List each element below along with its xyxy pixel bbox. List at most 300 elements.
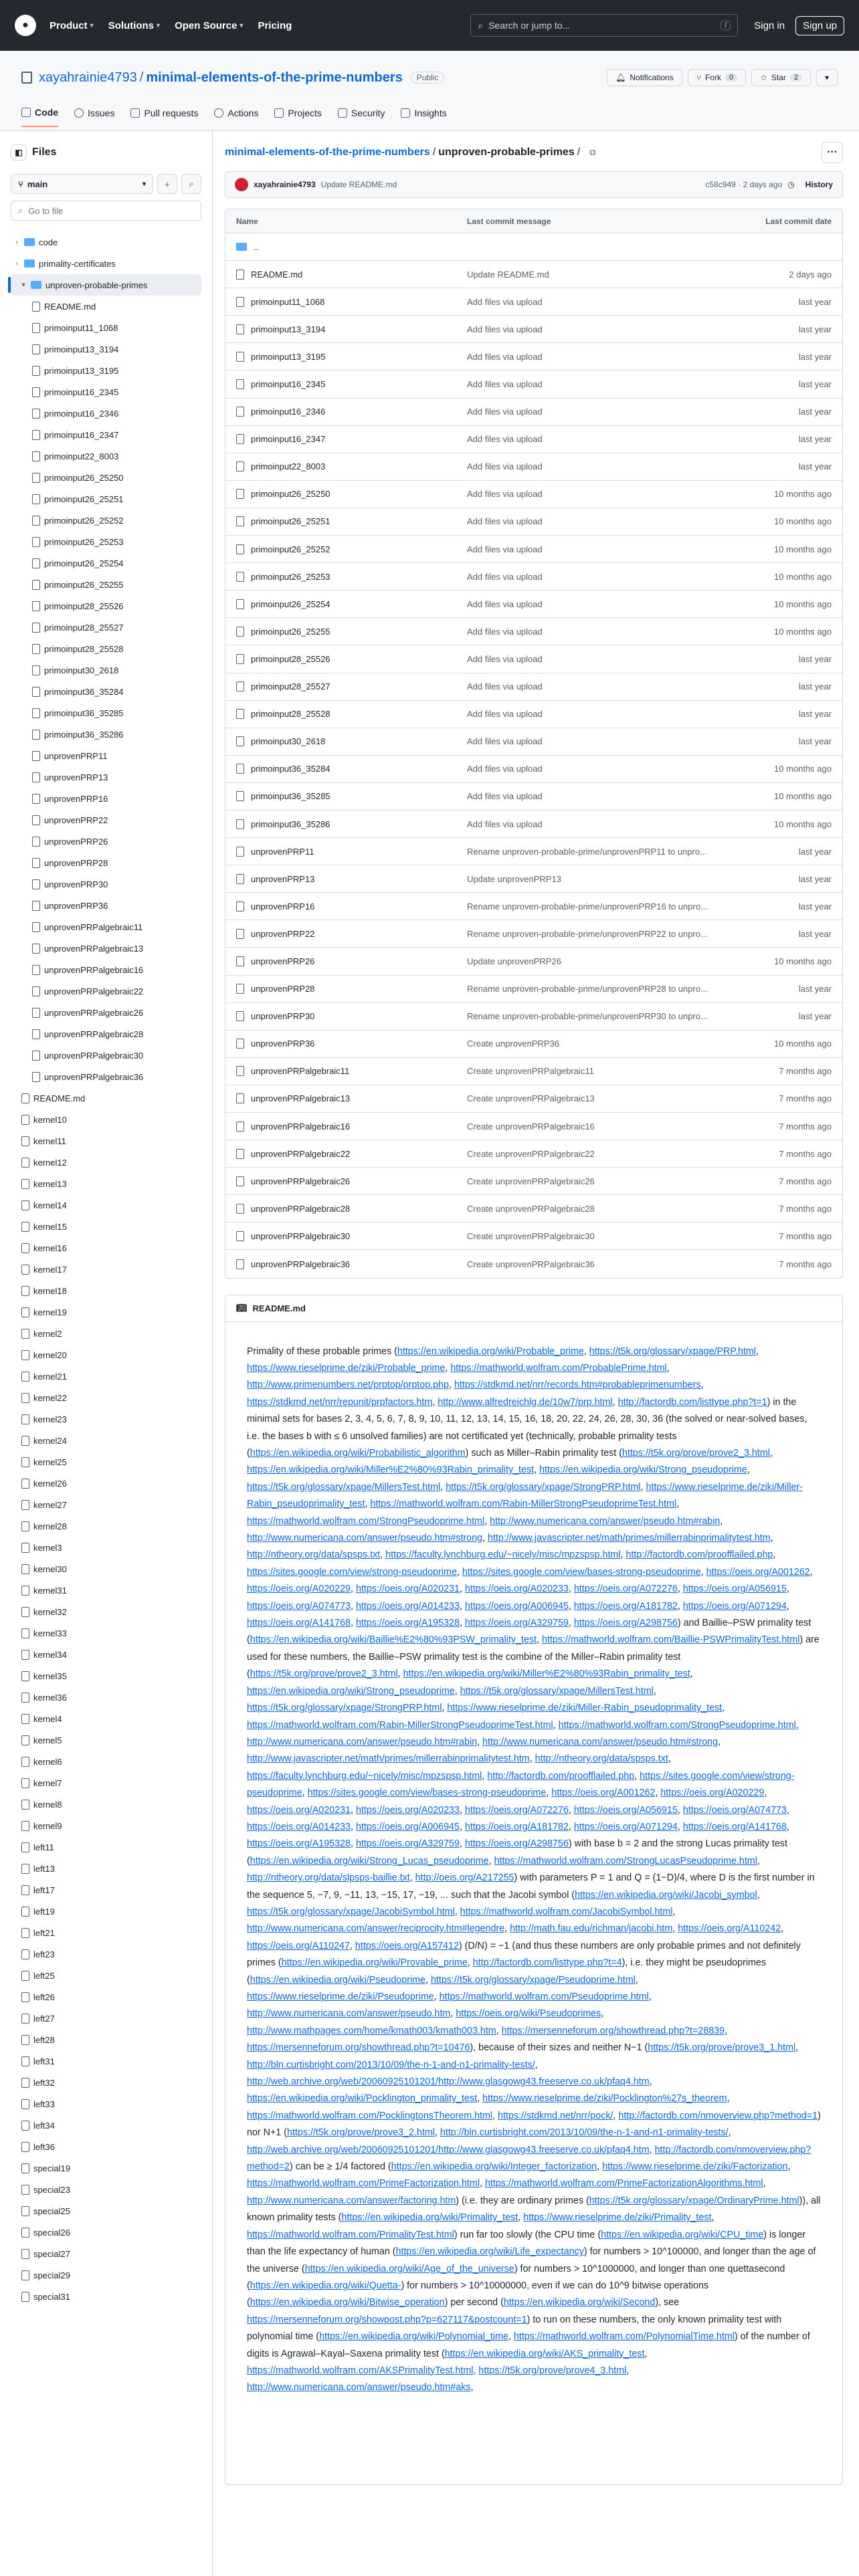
readme-link[interactable]: https://mathworld.wolfram.com/PolynomialTime.html (513, 2331, 735, 2343)
readme-link[interactable]: https://t5k.org/glossary/xpage/MillersTest.html (460, 1685, 654, 1697)
readme-link[interactable]: https://oeis.org/A020231 (355, 1584, 460, 1595)
table-row[interactable] (225, 370, 842, 398)
readme-link[interactable]: https://en.wikipedia.org/wiki/Second (503, 2297, 656, 2309)
commit-message-link[interactable]: Create unprovenPRPalgebraic28 (467, 1203, 595, 1214)
readme-link[interactable]: http://web.archive.org/web/20060925101201/http://www.glasgowg43.freeserve.co.uk/pfaq4.htm (247, 2144, 650, 2155)
readme-link[interactable]: https://en.wikipedia.org/wiki/CPU_time (601, 2229, 764, 2240)
readme-link[interactable]: https://stdkmd.net/nrr/pock/ (498, 2110, 613, 2121)
readme-link[interactable]: https://oeis.org/A001262 (706, 1566, 810, 1578)
readme-link[interactable]: https://oeis.org/A014233 (247, 1821, 351, 1832)
commit-message-link[interactable]: Add files via upload (467, 764, 543, 774)
tree-file[interactable] (11, 1173, 201, 1194)
nav-solutions[interactable] (108, 20, 160, 31)
table-row[interactable] (225, 1195, 842, 1222)
tree-file[interactable] (11, 2136, 201, 2157)
tree-file[interactable] (11, 1430, 201, 1451)
breadcrumb-repo-link[interactable]: minimal-elements-of-the-prime-numbers (225, 146, 430, 158)
readme-link[interactable]: https://oeis.org/A110242 (678, 1923, 781, 1935)
table-row[interactable] (225, 426, 842, 453)
tree-file[interactable] (11, 2179, 201, 2200)
readme-link[interactable]: https://oeis.org/A181782 (573, 1600, 678, 1612)
table-row[interactable] (225, 261, 842, 288)
readme-link[interactable]: https://stdkmd.net/nrr/records.htm#probableprimenumbers (454, 1380, 701, 1391)
tree-file[interactable] (11, 381, 201, 403)
sign-in-link[interactable]: Sign in (754, 19, 785, 31)
readme-link[interactable]: https://t5k.org/glossary/xpage/OrdinaryPrime.html (589, 2195, 799, 2206)
chevron-right-icon[interactable]: › (15, 259, 18, 267)
tree-file[interactable] (11, 659, 201, 681)
tree-file[interactable] (11, 895, 201, 916)
file-name-link[interactable]: primoinput36_35285 (251, 791, 330, 802)
readme-link[interactable]: https://en.wikipedia.org/wiki/Pseudoprime (250, 1974, 426, 1985)
readme-link[interactable]: https://mathworld.wolfram.com/PocklingtonsTheorem.html (247, 2110, 493, 2121)
readme-link[interactable]: http://www.numericana.com/answer/pseudo.htm#strong (482, 1736, 719, 1747)
readme-link[interactable]: https://mathworld.wolfram.com/Rabin-MillerStrongPseudoprimeTest.html (247, 1719, 553, 1731)
table-row[interactable] (225, 399, 842, 426)
readme-link[interactable]: https://mersenneforum.org/showthread.php?t=28839 (501, 2025, 725, 2036)
commit-message-link[interactable]: Rename unproven-probable-prime/unprovenPRP11 to unpro... (467, 846, 707, 857)
file-name-link[interactable]: unprovenPRP36 (251, 1039, 315, 1049)
table-row[interactable] (225, 673, 842, 701)
readme-link[interactable]: https://mersenneforum.org/showpost.php?p=627117&postcount=1 (247, 2314, 527, 2325)
readme-link[interactable]: http://ntheory.org/data/spsps.txt (535, 1753, 668, 1765)
chevron-down-icon[interactable]: ▾ (21, 281, 25, 289)
readme-link[interactable]: http://bln.curtisbright.com/2013/10/09/the-n-1-and-n1-primality-tests/ (440, 2127, 729, 2139)
readme-link[interactable]: https://www.rieselprime.de/ziki/Probable_prime (247, 1362, 446, 1374)
readme-link[interactable]: http://factordb.com/listtype.php?t=4 (472, 1957, 622, 1969)
commit-message-link[interactable]: Create unprovenPRPalgebraic36 (467, 1259, 595, 1269)
parent-directory-link[interactable]: .. (254, 241, 259, 252)
tree-file[interactable] (11, 467, 201, 488)
readme-link[interactable]: https://oeis.org/A072276 (573, 1584, 678, 1595)
tree-file[interactable] (11, 1708, 201, 1729)
tab-actions[interactable] (214, 107, 258, 127)
readme-link[interactable]: https://sites.google.com/view/bases-strong-pseudoprime (307, 1788, 547, 1799)
readme-link[interactable]: https://en.wikipedia.org/wiki/Life_expectancy (395, 2246, 584, 2258)
tree-file[interactable] (11, 1045, 201, 1066)
tree-file[interactable] (11, 873, 201, 895)
readme-link[interactable]: https://mathworld.wolfram.com/ProbablePrime.html (450, 1362, 667, 1374)
file-name-link[interactable]: unprovenPRPalgebraic11 (251, 1066, 350, 1077)
go-to-file-input[interactable] (28, 206, 194, 216)
tree-file[interactable] (11, 424, 201, 445)
tree-file[interactable] (11, 317, 201, 338)
readme-link[interactable]: https://oeis.org/A006945 (355, 1821, 460, 1832)
tree-file[interactable] (11, 980, 201, 1002)
readme-link[interactable]: http://factordb.com/proofflailed.php (487, 1770, 635, 1782)
tree-file[interactable] (11, 488, 201, 510)
readme-link[interactable]: http://factordb.com/proofflailed.php (626, 1549, 773, 1561)
commit-message-link[interactable]: Rename unproven-probable-prime/unprovenPRP28 to unpro... (467, 984, 708, 994)
tree-file[interactable] (11, 766, 201, 788)
readme-link[interactable]: https://oeis.org/A141768 (247, 1618, 351, 1629)
table-row[interactable] (225, 783, 842, 811)
commit-message-link[interactable]: Add files via upload (467, 709, 543, 720)
tree-file[interactable] (11, 296, 201, 317)
readme-link[interactable]: https://www.rieselprime.de/ziki/Pseudoprime (247, 1992, 434, 2002)
commit-message-link[interactable]: Add files via upload (467, 379, 543, 390)
tree-file[interactable] (11, 2264, 201, 2286)
tree-file[interactable] (11, 2157, 201, 2179)
readme-link[interactable]: https://sites.google.com/view/strong-pseudoprime (247, 1566, 457, 1578)
commit-message-link[interactable]: Add files via upload (467, 407, 543, 417)
parent-directory-row[interactable] (225, 233, 842, 261)
tree-file[interactable] (11, 574, 201, 595)
table-row[interactable] (225, 645, 842, 673)
readme-link[interactable]: http://www.numericana.com/answer/factoring.htm (247, 2195, 456, 2206)
tree-file[interactable] (11, 1216, 201, 1237)
readme-link[interactable]: http://www.alfredreichlg.de/10w7/prp.html (438, 1396, 613, 1408)
table-row[interactable] (225, 508, 842, 536)
tree-file[interactable] (11, 2286, 201, 2307)
commit-message-link[interactable]: Add files via upload (467, 544, 543, 554)
readme-link[interactable]: https://oeis.org/A020231 (247, 1804, 351, 1816)
readme-link[interactable]: https://www.rieselprime.de/ziki/Primality_test (523, 2212, 712, 2224)
tree-file[interactable] (11, 1494, 201, 1515)
readme-link[interactable]: https://mathworld.wolfram.com/PrimalityTest.html (247, 2229, 454, 2240)
fork-button[interactable] (688, 69, 746, 86)
tree-file[interactable] (11, 1280, 201, 1301)
commit-message-link[interactable]: Create unprovenPRP36 (467, 1039, 560, 1049)
readme-link[interactable]: https://oeis.org/A074773 (682, 1804, 787, 1816)
file-name-link[interactable]: primoinput26_25250 (251, 489, 330, 500)
tree-file[interactable] (11, 1259, 201, 1280)
tree-file[interactable] (11, 1986, 201, 2008)
tree-file[interactable] (11, 1858, 201, 1879)
file-name-link[interactable]: primoinput28_25528 (251, 709, 330, 720)
sign-up-button[interactable]: Sign up (795, 16, 844, 35)
table-row[interactable] (225, 701, 842, 728)
file-name-link[interactable]: unprovenPRP30 (251, 1011, 315, 1022)
tree-file[interactable] (11, 1109, 201, 1130)
star-button[interactable] (751, 69, 811, 86)
readme-link[interactable]: https://en.wikipedia.org/wiki/Strong_Lucas_pseudoprime (250, 1855, 489, 1866)
repo-owner-link[interactable]: xayahrainie4793 (39, 70, 137, 85)
tree-file[interactable] (11, 1644, 201, 1665)
readme-link[interactable]: http://www.primenumbers.net/prptop/prptop.php (247, 1380, 449, 1391)
tree-file[interactable] (11, 552, 201, 574)
tree-file[interactable] (11, 1194, 201, 1216)
readme-link[interactable]: https://t5k.org/glossary/xpage/PRP.html (589, 1346, 757, 1357)
commit-message-link[interactable]: Create unprovenPRPalgebraic26 (467, 1176, 595, 1186)
readme-link[interactable]: https://www.rieselprime.de/ziki/Miller-Rabin_pseudoprimality_test (447, 1703, 723, 1714)
tree-file[interactable] (11, 852, 201, 873)
readme-link[interactable]: http://oeis.org/A217255 (415, 1872, 514, 1884)
table-row[interactable] (225, 893, 842, 920)
tree-file[interactable] (11, 1558, 201, 1580)
readme-link[interactable]: http://math.fau.edu/richman/jacobi.htm (510, 1923, 673, 1935)
readme-link[interactable]: https://oeis.org/A056915 (682, 1584, 787, 1595)
tree-file[interactable] (11, 2115, 201, 2136)
readme-link[interactable]: https://t5k.org/glossary/xpage/StrongPRP.html (247, 1703, 442, 1714)
readme-link[interactable]: https://oeis.org/A071294 (573, 1821, 678, 1832)
table-row[interactable] (225, 1140, 842, 1168)
tree-file[interactable] (11, 1237, 201, 1259)
tree-file[interactable] (11, 1601, 201, 1622)
readme-link[interactable]: https://en.wikipedia.org/wiki/Bitwise_operation (250, 2297, 445, 2309)
tree-file[interactable] (11, 1344, 201, 1366)
readme-link[interactable]: https://oeis.org/wiki/Pseudoprimes (456, 2008, 601, 2020)
tree-file[interactable] (11, 681, 201, 702)
table-row[interactable] (225, 618, 842, 645)
readme-link[interactable]: https://t5k.org/glossary/xpage/StrongPRP.html (446, 1481, 641, 1493)
file-name-link[interactable]: unprovenPRP26 (251, 956, 315, 966)
commit-message-link[interactable]: Create unprovenPRPalgebraic16 (467, 1121, 595, 1132)
file-name-link[interactable]: primoinput16_2347 (251, 434, 326, 445)
tree-folder[interactable] (11, 231, 201, 253)
tree-file[interactable] (11, 1366, 201, 1387)
tree-file[interactable] (11, 1794, 201, 1815)
readme-link[interactable]: http://web.archive.org/web/20060925101201/http://www.glasgowg43.freeserve.co.uk/pfaq4.htm (247, 2076, 650, 2088)
tree-file[interactable] (11, 1580, 201, 1601)
readme-link[interactable]: http://factordb.com/nmoverview.php?method=2 (247, 2144, 812, 2173)
readme-link[interactable]: https://oeis.org/A056915 (573, 1804, 678, 1816)
readme-link[interactable]: https://en.wikipedia.org/wiki/Probabilistic_algorithm (250, 1448, 466, 1459)
repo-name-link[interactable]: minimal-elements-of-the-prime-numbers (146, 70, 403, 85)
tree-file[interactable] (11, 1515, 201, 1537)
tree-file[interactable] (11, 1665, 201, 1687)
table-row[interactable] (225, 838, 842, 865)
readme-link[interactable]: http://www.mathpages.com/home/kmath003/kmath003.htm (247, 2025, 496, 2036)
commit-message-link[interactable]: Add files via upload (467, 571, 543, 582)
readme-link[interactable]: https://oeis.org/A298756 (573, 1618, 678, 1629)
readme-link[interactable]: http://factordb.com/nmoverview.php?method=1 (618, 2110, 818, 2121)
readme-link[interactable]: https://faculty.lynchburg.edu/~nicely/misc/mpzspsp.html (247, 1770, 482, 1782)
commit-message-link[interactable]: Add files via upload (467, 653, 543, 664)
readme-link[interactable]: https://mathworld.wolfram.com/JacobiSymbol.html (460, 1906, 673, 1917)
file-name-link[interactable]: unprovenPRP16 (251, 901, 315, 911)
commit-message-link[interactable]: Update README.md (467, 269, 549, 280)
commit-message-link[interactable]: Rename unproven-probable-prime/unprovenPRP22 to unpro... (467, 928, 708, 939)
readme-link[interactable]: https://oeis.org/A195328 (247, 1838, 351, 1850)
branch-selector[interactable] (11, 174, 153, 194)
commit-message-link[interactable]: Create unprovenPRPalgebraic22 (467, 1148, 595, 1159)
file-name-link[interactable]: unprovenPRP11 (251, 846, 314, 857)
file-name-link[interactable]: primoinput11_1068 (251, 296, 325, 307)
readme-link[interactable]: http://factordb.com/listtype.php?t=1 (617, 1396, 767, 1408)
readme-link[interactable]: https://en.wikipedia.org/wiki/Strong_pseudoprime (247, 1685, 455, 1697)
tree-file[interactable] (11, 1965, 201, 1986)
tree-file[interactable] (11, 445, 201, 467)
table-row[interactable] (225, 865, 842, 893)
commit-message-link[interactable]: Add files via upload (467, 324, 543, 334)
readme-link[interactable]: https://sites.google.com/view/strong-pseudoprime (247, 1770, 795, 1799)
commit-message-link[interactable]: Update README.md (320, 180, 397, 189)
readme-link[interactable]: https://en.wikipedia.org/wiki/Quetta- (250, 2280, 401, 2291)
file-name-link[interactable]: unprovenPRPalgebraic36 (251, 1259, 351, 1269)
readme-link[interactable]: http://www.numericana.com/answer/pseudo.htm#strong (247, 1533, 483, 1544)
readme-link[interactable]: https://t5k.org/prove/prove2_3.html (622, 1448, 770, 1459)
commit-message-link[interactable]: Add files via upload (467, 791, 543, 802)
readme-link[interactable]: https://mathworld.wolfram.com/PrimeFactorization.html (247, 2178, 480, 2189)
readme-link[interactable]: https://oeis.org/A074773 (247, 1600, 351, 1612)
readme-link[interactable]: https://t5k.org/prove/prove3_2.html (287, 2127, 435, 2139)
tree-file[interactable] (11, 831, 201, 852)
tree-file[interactable] (11, 1473, 201, 1494)
file-name-link[interactable]: unprovenPRPalgebraic28 (251, 1203, 351, 1214)
readme-link[interactable]: https://t5k.org/glossary/xpage/MillersTest.html (247, 1481, 441, 1493)
tab-code[interactable] (21, 107, 58, 127)
table-row[interactable] (225, 343, 842, 370)
table-row[interactable] (225, 1085, 842, 1113)
table-row[interactable] (225, 453, 842, 481)
readme-link[interactable]: https://mathworld.wolfram.com/Rabin-MillerStrongPseudoprimeTest.html (370, 1499, 677, 1510)
readme-link[interactable]: https://en.wikipedia.org/wiki/Pocklington_primality_test (247, 2093, 478, 2105)
table-row[interactable] (225, 728, 842, 756)
tree-file[interactable] (11, 2222, 201, 2243)
tree-folder[interactable] (11, 274, 201, 296)
commit-message-link[interactable]: Add files via upload (467, 681, 543, 692)
tree-file[interactable] (11, 595, 201, 617)
commit-message-link[interactable]: Add files via upload (467, 626, 543, 637)
table-row[interactable] (225, 1222, 842, 1250)
tree-file[interactable] (11, 1087, 201, 1109)
tree-file[interactable] (11, 2200, 201, 2222)
readme-link[interactable]: https://oeis.org/A141768 (682, 1821, 787, 1832)
tree-file[interactable] (11, 1836, 201, 1858)
tree-file[interactable] (11, 338, 201, 360)
github-logo-icon[interactable]: ● (15, 15, 36, 36)
commit-message-link[interactable]: Add files via upload (467, 461, 543, 472)
readme-link[interactable]: https://en.wikipedia.org/wiki/Probable_prime (397, 1346, 584, 1357)
tab-issues[interactable] (74, 107, 114, 127)
commit-message-link[interactable]: Create unprovenPRPalgebraic11 (467, 1066, 594, 1077)
file-name-link[interactable]: primoinput36_35286 (251, 819, 330, 829)
file-name-link[interactable]: unprovenPRP22 (251, 928, 315, 939)
tree-file[interactable] (11, 702, 201, 724)
avatar[interactable] (235, 178, 248, 191)
readme-link[interactable]: https://en.wikipedia.org/wiki/Strong_pseudoprime (539, 1465, 747, 1476)
readme-link[interactable]: https://www.rieselprime.de/ziki/Pocklington%27s_theorem (482, 2093, 727, 2105)
tree-file[interactable] (11, 1687, 201, 1708)
tree-file[interactable] (11, 916, 201, 938)
tree-file[interactable] (11, 2050, 201, 2072)
readme-link[interactable]: https://oeis.org/A195328 (355, 1618, 460, 1629)
commit-message-link[interactable]: Update unprovenPRP26 (467, 956, 561, 966)
commit-message-link[interactable]: Add files via upload (467, 434, 543, 445)
tree-file[interactable] (11, 1751, 201, 1772)
tree-file[interactable] (11, 1023, 201, 1045)
readme-link[interactable]: https://mathworld.wolfram.com/StrongPseudoprime.html (247, 1515, 485, 1527)
readme-link[interactable]: http://ntheory.org/data/spsps.txt (247, 1549, 381, 1561)
readme-link[interactable]: https://oeis.org/A020229 (247, 1584, 351, 1595)
tab-security[interactable] (338, 107, 385, 127)
readme-link[interactable]: https://en.wikipedia.org/wiki/Miller%E2%80%93Rabin_primality_test (247, 1465, 535, 1476)
star-dropdown-button[interactable] (816, 69, 838, 86)
tree-file[interactable] (11, 1922, 201, 1943)
tab-insights[interactable] (401, 107, 446, 127)
commit-message-link[interactable]: Create unprovenPRPalgebraic13 (467, 1093, 595, 1104)
sidebar-collapse-icon[interactable]: ◧ (11, 144, 27, 160)
file-name-link[interactable]: primoinput26_25255 (251, 626, 330, 637)
readme-link[interactable]: http://www.numericana.com/answer/pseudo.htm (247, 2008, 451, 2020)
table-row[interactable] (225, 591, 842, 618)
file-name-link[interactable]: primoinput16_2346 (251, 407, 326, 417)
tree-file[interactable] (11, 1815, 201, 1836)
readme-link[interactable]: https://faculty.lynchburg.edu/~nicely/misc/mpzspsp.html (385, 1549, 621, 1561)
readme-link[interactable]: https://www.rieselprime.de/ziki/Miller-Rabin_pseudoprimality_test (247, 1481, 803, 1510)
tree-file[interactable] (11, 1879, 201, 1901)
readme-link[interactable]: http://www.numericana.com/answer/reciprocity.htm#legendre (247, 1923, 505, 1935)
readme-link[interactable]: https://t5k.org/prove/prove2_3.html (250, 1669, 398, 1680)
table-row[interactable] (225, 1113, 842, 1140)
readme-link[interactable]: https://t5k.org/glossary/xpage/JacobiSymbol.html (247, 1906, 455, 1917)
readme-link[interactable]: https://sites.google.com/view/bases-strong-pseudoprime (462, 1566, 701, 1578)
tree-file[interactable] (11, 1408, 201, 1430)
commit-message-link[interactable]: Add files via upload (467, 736, 543, 747)
tree-file[interactable] (11, 1622, 201, 1644)
tree-file[interactable] (11, 1130, 201, 1152)
table-row[interactable] (225, 536, 842, 563)
readme-link[interactable]: http://www.javascripter.net/math/primes/millerrabinprimalitytest.htm (488, 1533, 771, 1544)
tree-file[interactable] (11, 1772, 201, 1794)
tree-file[interactable] (11, 1729, 201, 1751)
table-row[interactable] (225, 316, 842, 343)
file-name-link[interactable]: primoinput28_25527 (251, 681, 330, 692)
table-row[interactable] (225, 811, 842, 838)
commit-message-link[interactable]: Add files via upload (467, 351, 543, 362)
tree-file[interactable] (11, 2093, 201, 2115)
file-name-link[interactable]: unprovenPRP13 (251, 873, 315, 884)
readme-link[interactable]: http://www.numericana.com/answer/pseudo.htm#aks (247, 2382, 471, 2393)
table-row[interactable] (225, 1168, 842, 1195)
tree-file[interactable] (11, 2029, 201, 2050)
readme-link[interactable]: http://www.javascripter.net/math/primes/millerrabinprimalitytest.htm (247, 1753, 530, 1765)
readme-link[interactable]: https://t5k.org/glossary/xpage/Pseudoprime.html (430, 1974, 636, 1985)
file-name-link[interactable]: unprovenPRP28 (251, 984, 315, 994)
file-name-link[interactable]: primoinput13_3194 (251, 324, 326, 334)
readme-link[interactable]: https://en.wikipedia.org/wiki/Provable_prime (281, 1957, 468, 1969)
table-row[interactable] (225, 1058, 842, 1085)
readme-link[interactable]: https://oeis.org/A006945 (464, 1600, 569, 1612)
readme-link[interactable]: https://oeis.org/A110247 (247, 1940, 350, 1951)
readme-link[interactable]: https://en.wikipedia.org/wiki/Age_of_the_universe (304, 2263, 514, 2274)
file-name-link[interactable]: primoinput28_25526 (251, 653, 330, 664)
file-name-link[interactable]: primoinput26_25252 (251, 544, 330, 554)
readme-link[interactable]: https://en.wikipedia.org/wiki/Miller%E2%80%93Rabin_primality_test (403, 1669, 690, 1680)
history-link[interactable]: History (805, 180, 833, 189)
tree-file[interactable] (11, 1943, 201, 1965)
file-name-link[interactable]: README.md (251, 269, 303, 280)
copy-path-icon[interactable]: ⧉ (589, 147, 596, 157)
tree-folder[interactable] (11, 253, 201, 274)
file-name-link[interactable]: primoinput16_2345 (251, 379, 326, 390)
tree-file[interactable] (11, 2008, 201, 2029)
tree-file[interactable] (11, 1066, 201, 1087)
notifications-button[interactable] (607, 69, 682, 86)
file-name-link[interactable]: primoinput36_35284 (251, 764, 330, 774)
tree-file[interactable] (11, 1152, 201, 1173)
table-row[interactable] (225, 1003, 842, 1031)
readme-link[interactable]: https://mathworld.wolfram.com/Pseudoprime.html (439, 1992, 649, 2002)
readme-link[interactable]: https://oeis.org/A298756 (464, 1838, 569, 1850)
readme-link[interactable]: https://t5k.org/prove/prove3_1.html (648, 2042, 796, 2054)
tree-file[interactable] (11, 809, 201, 831)
readme-link[interactable]: https://oeis.org/A071294 (682, 1600, 787, 1612)
readme-link[interactable]: https://en.wikipedia.org/wiki/Integer_factorization (391, 2161, 597, 2173)
file-name-link[interactable]: primoinput22_8003 (251, 461, 326, 472)
table-row[interactable] (225, 563, 842, 591)
file-name-link[interactable]: primoinput26_25251 (251, 516, 330, 527)
commit-message-link[interactable]: Add files via upload (467, 599, 543, 609)
file-name-link[interactable]: primoinput30_2618 (251, 736, 326, 747)
search-files-button[interactable] (181, 174, 201, 194)
readme-link[interactable]: https://en.wikipedia.org/wiki/Primality_test (341, 2212, 518, 2224)
tree-file[interactable] (11, 403, 201, 424)
tree-file[interactable] (11, 959, 201, 980)
chevron-right-icon[interactable]: › (15, 238, 18, 246)
table-row[interactable] (225, 481, 842, 508)
